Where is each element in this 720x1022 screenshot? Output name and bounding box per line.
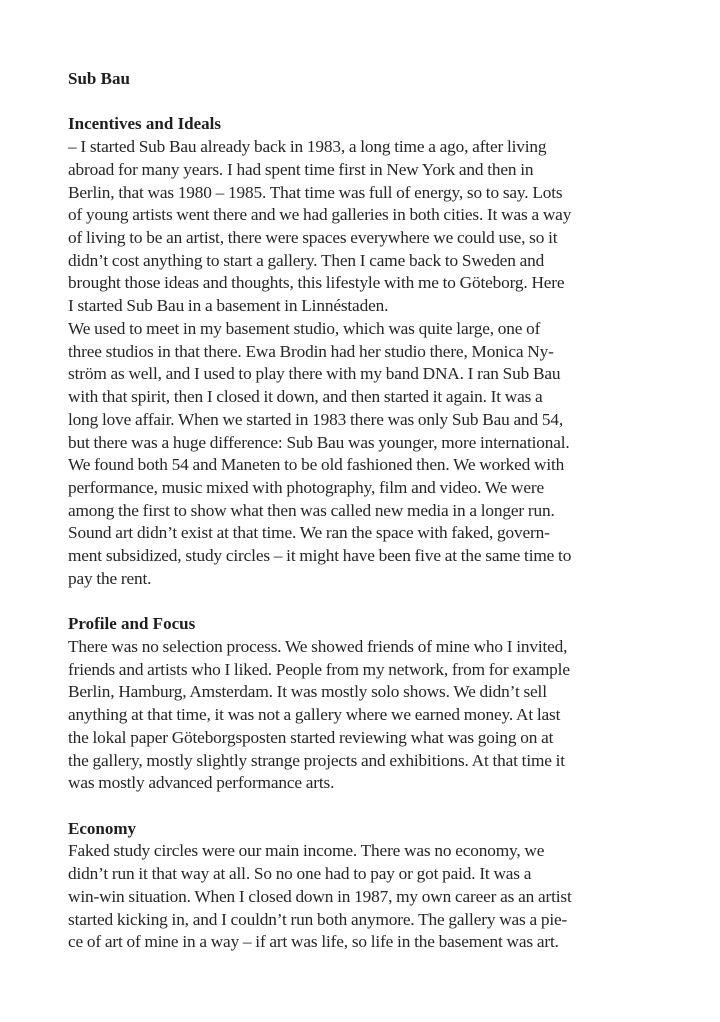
paragraph-line: There was no selection process. We showed friends of mine who I invited, bbox=[68, 636, 568, 656]
paragraph-line: of living to be an artist, there were spaces everywhere we could use, so it bbox=[68, 228, 558, 248]
paragraph-line: friends and artists who I liked. People from my network, from for example bbox=[68, 659, 570, 679]
document-page bbox=[68, 68, 648, 954]
paragraph-line: was mostly advanced performance arts. bbox=[68, 773, 335, 793]
paragraph-line: ment subsidized, study circles – it might have been five at the same time to bbox=[68, 546, 572, 566]
spacer bbox=[68, 91, 648, 114]
paragraph-line: performance, music mixed with photography, film and video. We were bbox=[68, 477, 544, 497]
paragraph-line: win-win situation. When I closed down in 1987, my own career as an artist bbox=[68, 886, 572, 906]
paragraph-line: Faked study circles were our main income. There was no economy, we bbox=[68, 841, 545, 861]
paragraph-line: long love affair. When we started in 1983 there was only Sub Bau and 54, bbox=[68, 409, 564, 429]
section-profile-and-focus bbox=[68, 613, 648, 795]
paragraph-line: three studios in that there. Ewa Brodin had her studio there, Monica Ny- bbox=[68, 341, 554, 361]
paragraph-line: I started Sub Bau in a basement in Linnéstaden. bbox=[68, 296, 389, 316]
paragraph-line: Berlin, Hamburg, Amsterdam. It was mostly solo shows. We didn’t sell bbox=[68, 682, 547, 702]
paragraph-line: the gallery, mostly slightly strange projects and exhibitions. At that time it bbox=[68, 750, 565, 770]
paragraph-line: with that spirit, then I closed it down, and then started it again. It was a bbox=[68, 387, 543, 407]
paragraph-line: of young artists went there and we had galleries in both cities. It was a way bbox=[68, 205, 572, 225]
paragraph-line: – I started Sub Bau already back in 1983, a long time a ago, after living bbox=[68, 137, 547, 157]
paragraph-line: Berlin, that was 1980 – 1985. That time was full of energy, so to say. Lots bbox=[68, 182, 563, 202]
spacer bbox=[68, 795, 648, 818]
paragraph-line: We found both 54 and Maneten to be old fashioned then. We worked with bbox=[68, 455, 565, 475]
spacer bbox=[68, 591, 648, 614]
paragraph-line: anything at that time, it was not a gallery where we earned money. At last bbox=[68, 705, 561, 725]
paragraph-line: brought those ideas and thoughts, this lifestyle with me to Göteborg. Here bbox=[68, 273, 565, 293]
document-title: Sub Bau bbox=[68, 69, 130, 88]
paragraph-line: ce of art of mine in a way – if art was life, so life in the basement was art. bbox=[68, 932, 559, 952]
paragraph-line: ström as well, and I used to play there with my band DNA. I ran Sub Bau bbox=[68, 364, 561, 384]
paragraph-line: didn’t run it that way at all. So no one had to pay or got paid. It was a bbox=[68, 864, 532, 884]
paragraph-line: the lokal paper Göteborgsposten started reviewing what was going on at bbox=[68, 727, 554, 747]
paragraph-line: pay the rent. bbox=[68, 568, 152, 588]
section-heading: Profile and Focus bbox=[68, 614, 196, 634]
paragraph-line: didn’t cost anything to start a gallery. Then I came back to Sweden and bbox=[68, 250, 545, 270]
paragraph-line: abroad for many years. I had spent time first in New York and then in bbox=[68, 159, 534, 179]
paragraph-line: started kicking in, and I couldn’t run both anymore. The gallery was a pie- bbox=[68, 909, 568, 929]
section-heading: Incentives and Ideals bbox=[68, 114, 222, 134]
paragraph-line: but there was a huge difference: Sub Bau was younger, more international. bbox=[68, 432, 570, 452]
section-incentives-and-ideals bbox=[68, 113, 648, 590]
section-heading: Economy bbox=[68, 818, 136, 838]
paragraph-line: Sound art didn’t exist at that time. We ran the space with faked, govern- bbox=[68, 523, 550, 543]
paragraph-line: We used to meet in my basement studio, which was quite large, one of bbox=[68, 318, 541, 338]
section-economy bbox=[68, 818, 648, 954]
paragraph-line: among the first to show what then was called new media in a longer run. bbox=[68, 500, 555, 520]
